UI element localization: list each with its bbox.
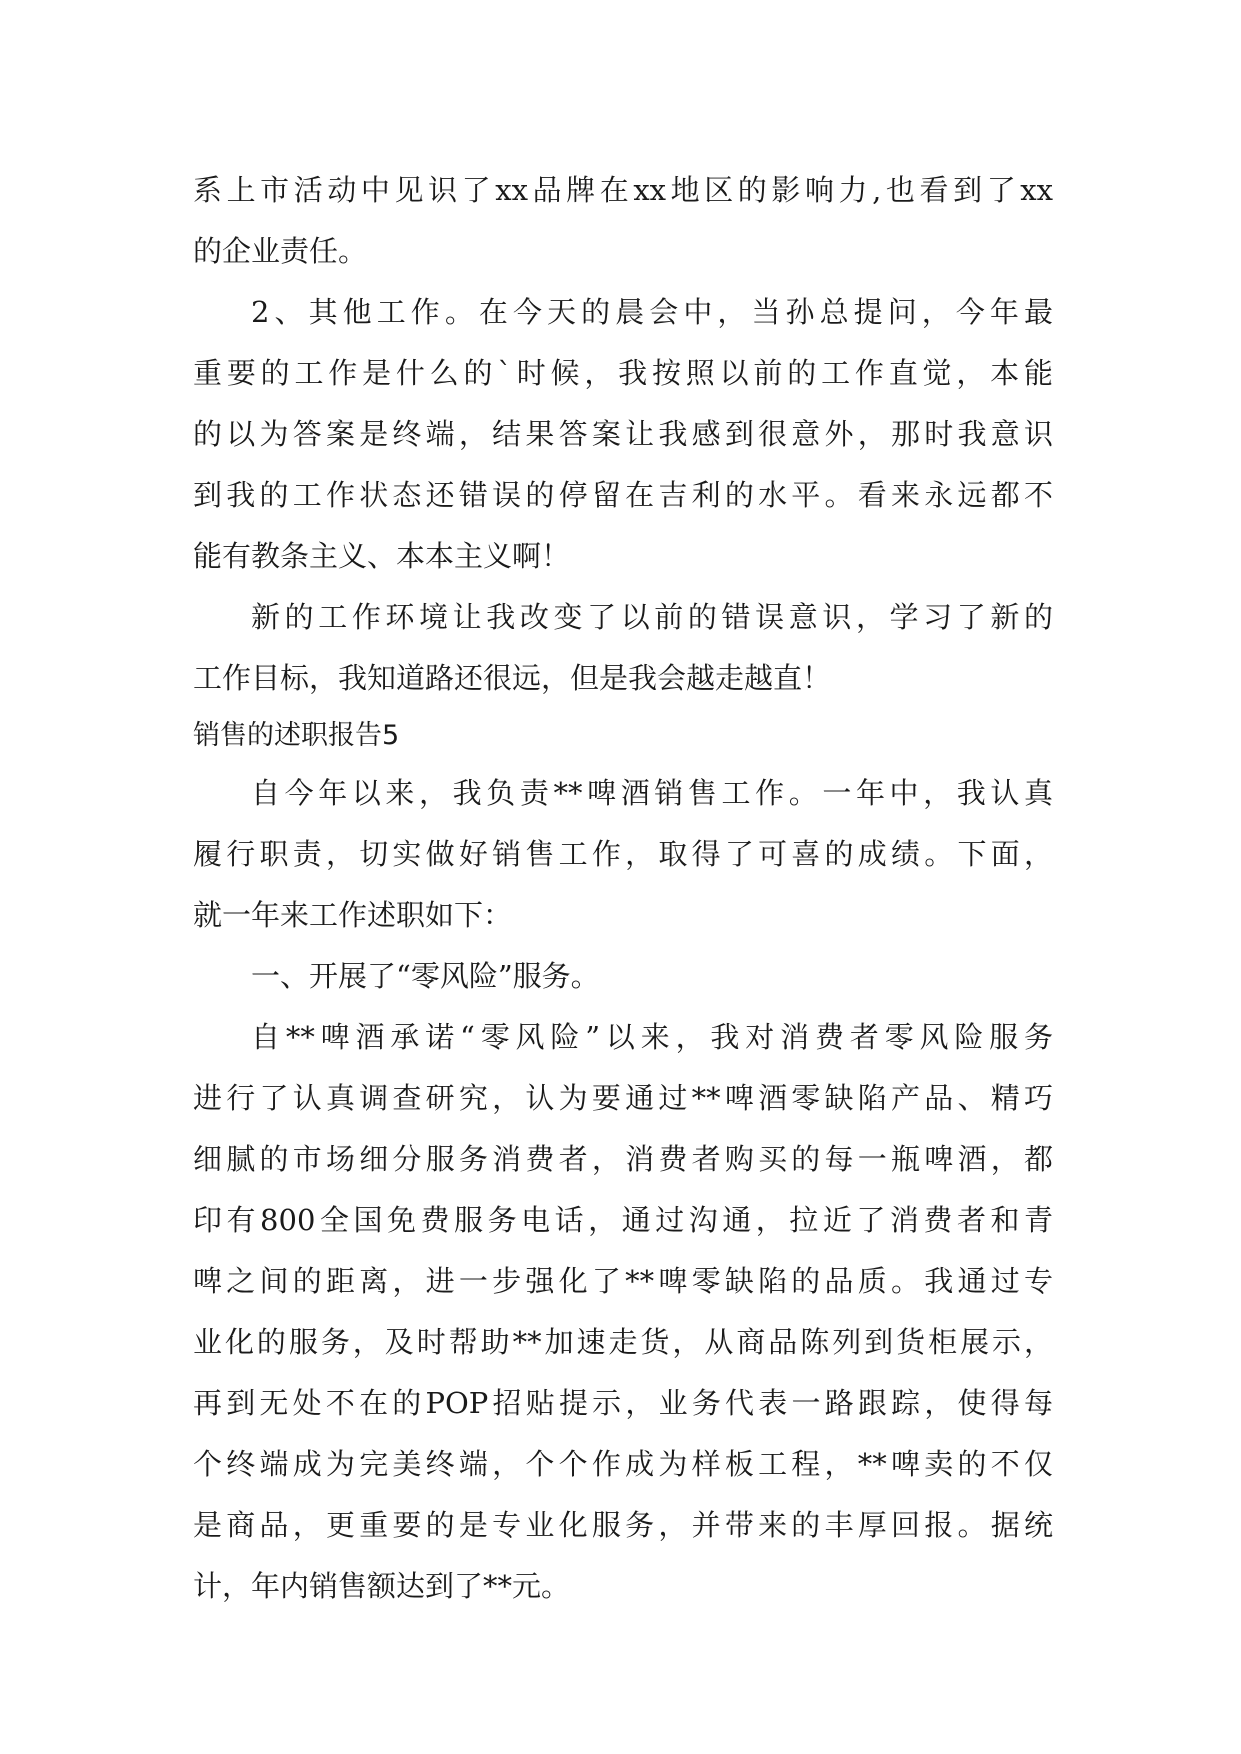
paragraph-new-environment (193, 587, 1053, 709)
text-line: 计，年内销售额达到了**元。 (193, 1569, 571, 1603)
paragraph-continuation (193, 160, 1053, 282)
text-line: 履行职责，切实做好销售工作，取得了可喜的成绩。下面， (193, 837, 1053, 871)
text-line: 自今年以来，我负责**啤酒销售工作。一年中，我认真 (251, 776, 1053, 810)
document-body (193, 160, 1053, 1617)
text-line: 细腻的市场细分服务消费者，消费者购买的每一瓶啤酒，都 (193, 1142, 1053, 1176)
text-line: 新的工作环境让我改变了以前的错误意识，学习了新的 (251, 600, 1053, 634)
text-line: 的以为答案是终端，结果答案让我感到很意外，那时我意识 (193, 417, 1053, 451)
text-line: 啤之间的距离，进一步强化了**啤零缺陷的品质。我通过专 (193, 1264, 1053, 1298)
paragraph-subheading (193, 946, 1053, 1007)
text-line: 工作目标，我知道路还很远，但是我会越走越直！ (193, 661, 832, 695)
text-line: 业化的服务，及时帮助**加速走货，从商品陈列到货柜展示， (193, 1325, 1053, 1359)
text-line: 2、其他工作。在今天的晨会中，当孙总提问，今年最 (251, 295, 1053, 329)
text-line: 印有800全国免费服务电话，通过沟通，拉近了消费者和青 (193, 1203, 1053, 1237)
text-line: 系上市活动中见识了xx品牌在xx地区的影响力,也看到了xx (193, 173, 1053, 207)
text-line: 重要的工作是什么的`时候，我按照以前的工作直觉，本能 (193, 356, 1053, 390)
text-line: 是商品，更重要的是专业化服务，并带来的丰厚回报。据统 (193, 1508, 1053, 1542)
text-line: 就一年来工作述职如下： (193, 898, 513, 932)
text-line: 能有教条主义、本本主义啊！ (193, 539, 571, 573)
text-line: 到我的工作状态还错误的停留在吉利的水平。看来永远都不 (193, 478, 1053, 512)
section-heading: 销售的述职报告5 (193, 720, 400, 751)
text-line: 自**啤酒承诺“零风险”以来，我对消费者零风险服务 (251, 1020, 1053, 1054)
text-line: 一、开展了“零风险”服务。 (251, 959, 600, 993)
text-line: 进行了认真调查研究，认为要通过**啤酒零缺陷产品、精巧 (193, 1081, 1053, 1115)
paragraph-intro (193, 763, 1053, 946)
text-line: 再到无处不在的POP招贴提示，业务代表一路跟踪，使得每 (193, 1386, 1053, 1420)
text-line: 个终端成为完美终端，个个作成为样板工程，**啤卖的不仅 (193, 1447, 1053, 1481)
paragraph-zero-risk (193, 1007, 1053, 1617)
text-line: 的企业责任。 (193, 234, 368, 268)
paragraph-other-work (193, 282, 1053, 587)
